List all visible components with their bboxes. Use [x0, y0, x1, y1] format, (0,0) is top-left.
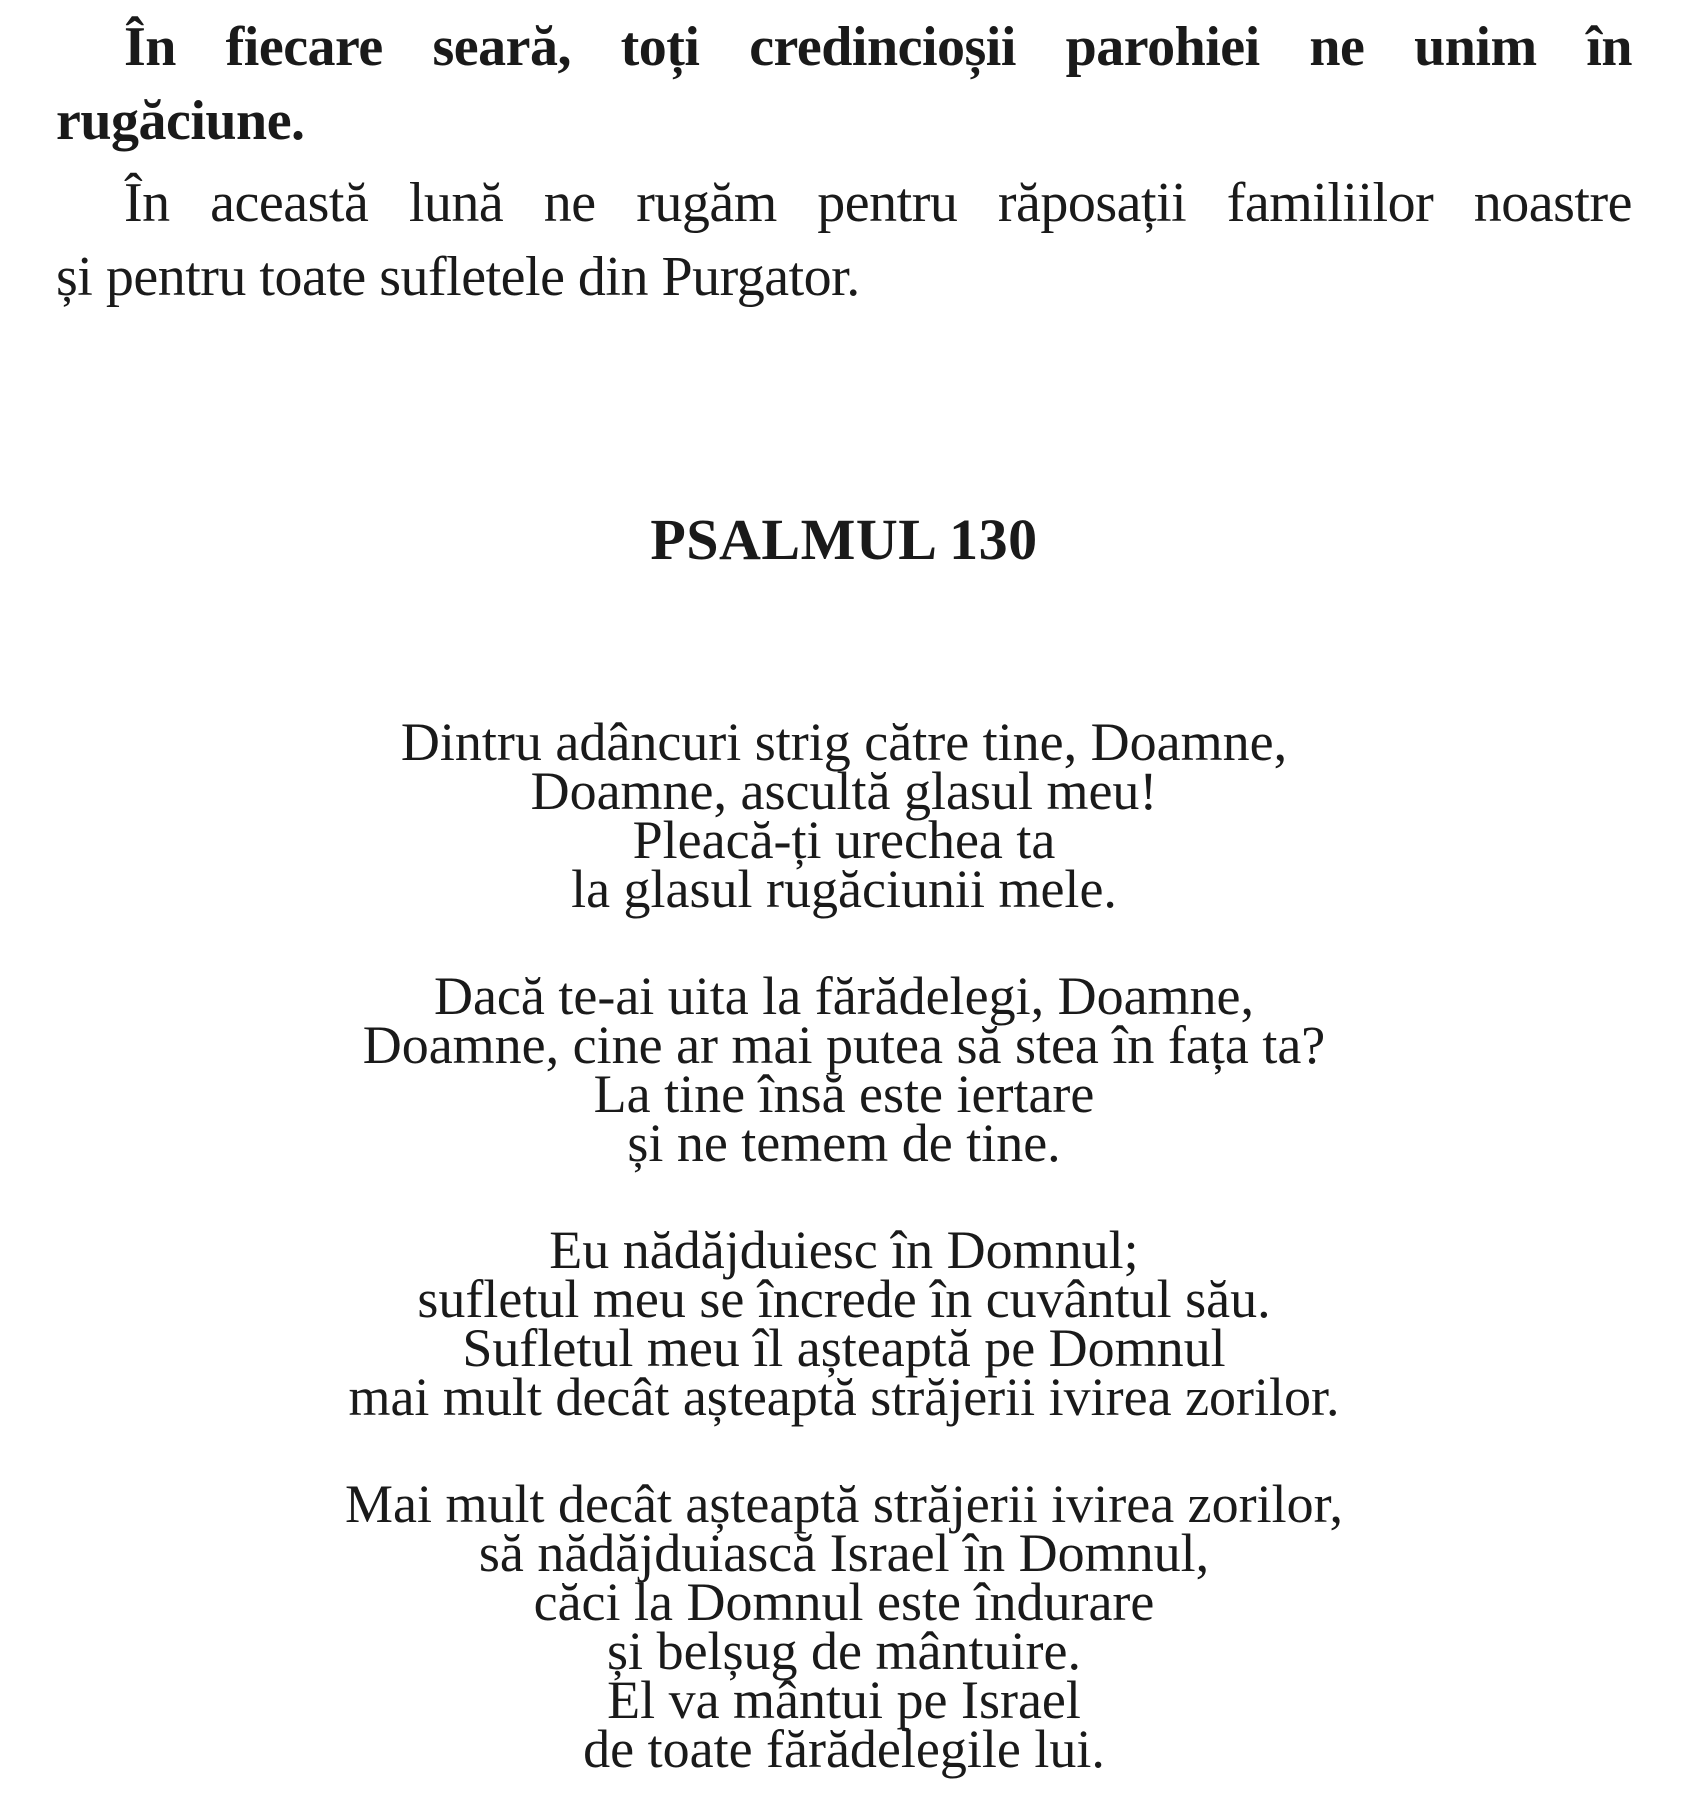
psalm-line: Mai mult decât așteaptă străjerii ivirea zorilor, — [345, 1474, 1343, 1534]
intro-bold-line-1: În fiecare seară, toți credincioșii parohiei ne unim în — [124, 16, 1632, 78]
psalm-line: să nădăjduiască Israel în Domnul, — [478, 1523, 1210, 1583]
psalm-stanza-2 — [56, 966, 1632, 1173]
psalm-line: și belșug de mântuire. — [607, 1621, 1081, 1681]
psalm-line: sufletul meu se încrede în cuvântul său. — [417, 1269, 1271, 1329]
psalm-line: Eu nădăjduiesc în Domnul; — [549, 1220, 1139, 1280]
intro-bold-line-2: rugăciune. — [56, 90, 305, 152]
psalm-stanza-1 — [56, 712, 1632, 919]
psalm-line: Doamne, ascultă glasul meu! — [530, 761, 1158, 821]
psalm-line: El va mântui pe Israel — [607, 1670, 1081, 1730]
intro-bold-paragraph — [56, 10, 1632, 158]
psalm-title: PSALMUL 130 — [650, 507, 1038, 572]
psalm-line: și ne temem de tine. — [627, 1113, 1061, 1173]
psalm-line: La tine însă este iertare — [593, 1064, 1095, 1124]
psalm-line: Sufletul meu îl așteaptă pe Domnul — [462, 1318, 1226, 1378]
psalm-line: căci la Domnul este îndurare — [533, 1572, 1155, 1632]
psalm-line: Doamne, cine ar mai putea să stea în fața ta? — [362, 1015, 1326, 1075]
intro-regular-line-2: și pentru toate sufletele din Purgator. — [56, 246, 860, 308]
psalm-line: Dintru adâncuri strig către tine, Doamne, — [400, 712, 1288, 772]
intro-section — [56, 10, 1632, 314]
psalm-line: la glasul rugăciunii mele. — [571, 859, 1117, 919]
intro-regular-line-1: În această lună ne rugăm pentru răposații familiilor noastre — [124, 172, 1632, 234]
intro-regular-paragraph — [56, 166, 1632, 314]
psalm-body — [56, 712, 1632, 1779]
psalm-line: mai mult decât așteaptă străjerii ivirea zorilor. — [348, 1367, 1340, 1427]
psalm-line: de toate fărădelegile lui. — [583, 1719, 1105, 1779]
psalm-line: Pleacă-ți urechea ta — [632, 810, 1056, 870]
psalm-stanza-3 — [56, 1220, 1632, 1427]
psalm-stanza-4 — [56, 1474, 1632, 1779]
psalm-line: Dacă te-ai uita la fărădelegi, Doamne, — [433, 966, 1255, 1026]
